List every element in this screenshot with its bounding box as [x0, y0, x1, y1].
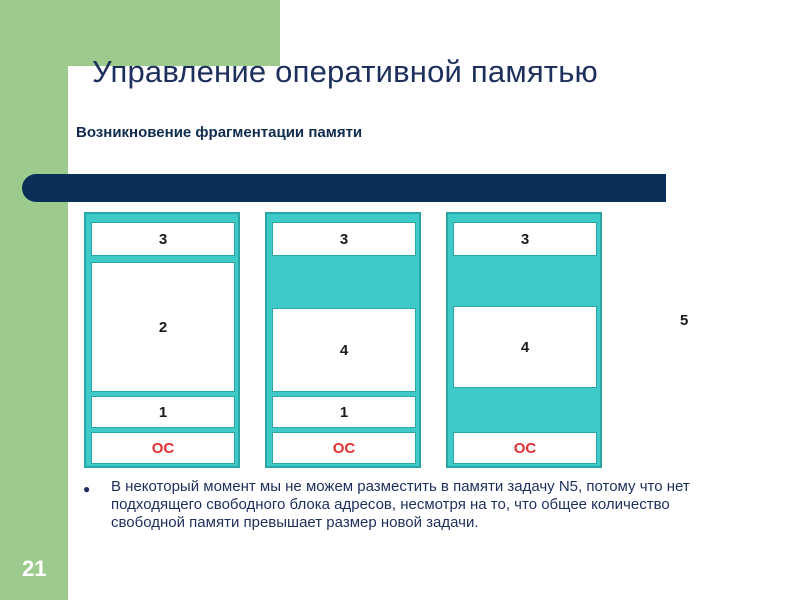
bullet-icon: ●: [83, 482, 91, 496]
memory-column-3: [446, 212, 602, 468]
memory-block-task-3: 3: [453, 222, 597, 256]
slide-title: Управление оперативной памятью: [92, 54, 599, 89]
memory-column-1: [84, 212, 240, 468]
memory-block-task-1: 1: [91, 396, 235, 428]
memory-block-task-4: 4: [453, 306, 597, 388]
memory-block-task-4: 4: [272, 308, 416, 392]
new-task-label: 5: [680, 312, 689, 329]
slide-subtitle: Возникновение фрагментации памяти: [76, 124, 363, 141]
left-accent-stripe: [0, 0, 68, 600]
divider-bar: [36, 174, 666, 202]
memory-block-task-1: 1: [272, 396, 416, 428]
memory-block-task-3: 3: [91, 222, 235, 256]
memory-block-os: ОС: [272, 432, 416, 464]
memory-column-2: [265, 212, 421, 468]
body-text: В некоторый момент мы не можем разместить в памяти задачу N5, потому что нет подходящего свободного блока адресов, несмотря на то, что общее количество свободной памяти превышает размер новой задачи.: [111, 478, 690, 531]
memory-block-os: ОС: [453, 432, 597, 464]
memory-block-task-3: 3: [272, 222, 416, 256]
memory-block-task-2: 2: [91, 262, 235, 392]
memory-block-os: ОС: [91, 432, 235, 464]
page-number: 21: [22, 556, 47, 581]
